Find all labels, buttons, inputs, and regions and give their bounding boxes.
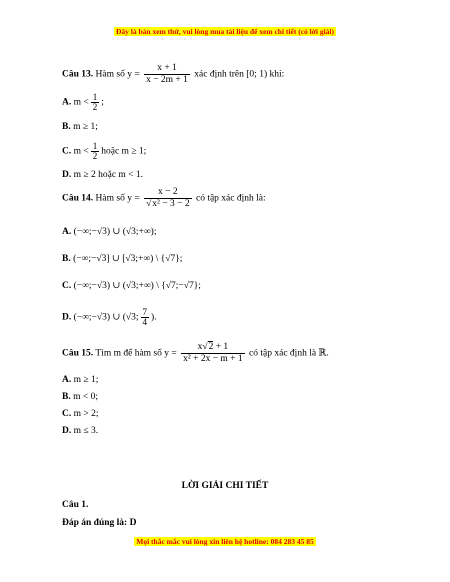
q13-fraction: $\frac{x + 1}{x - 2m + 1}$ bbox=[146, 63, 188, 85]
q13-c-fraction: $\frac{1}{2}$ bbox=[92, 141, 98, 161]
q15-option-b: B. m < 0; bbox=[62, 392, 98, 402]
solution-question-label: Câu 1. bbox=[62, 500, 89, 510]
solution-answer: Đáp án đúng là: D bbox=[62, 518, 137, 528]
q14-option-a: A. (−∞;−√3) ∪ (√3;+∞); bbox=[62, 227, 157, 237]
hotline-banner: Mọi thắc mắc vui lòng xin liên hệ hotline: 084 283 45 85 bbox=[136, 537, 314, 546]
y-equals: y = bbox=[127, 69, 140, 80]
q13-option-c: C. m < $\frac{1}{2}$ hoặc m ≥ 1; bbox=[62, 141, 147, 161]
question-13-stem bbox=[62, 63, 284, 86]
q15-option-a: A. m ≥ 1; bbox=[62, 375, 99, 385]
q15-fraction: $\frac{x√ 2 + 1}{\text{x² + 2x − m + 1}}$ bbox=[181, 342, 245, 365]
q13-a-fraction: $\frac{1}{2}$ bbox=[92, 92, 98, 112]
question-13-text: Hàm số bbox=[95, 69, 125, 80]
q13-option-a: A. m < $\frac{1}{2}$ ; bbox=[62, 92, 104, 112]
q14-d-fraction: $\frac{7}{4}$ bbox=[142, 307, 148, 327]
preview-banner: Đây là bản xem thử, vui lòng mua tài liệu để xem chi tiết (có lời giải) bbox=[115, 27, 335, 36]
q13-option-d: D. m ≥ 2 hoặc m < 1. bbox=[62, 170, 144, 180]
q14-option-d: D. (−∞;−√3) ∪ (√3; $\frac{7}{4}$ ). bbox=[62, 307, 157, 327]
question-13-text-after: xác định trên [0; 1) khi: bbox=[194, 69, 285, 80]
q13-option-b: B. m ≥ 1; bbox=[62, 122, 98, 132]
sqrt-sign bbox=[202, 342, 207, 352]
q14-option-c: C. (−∞;−√3) ∪ (√3;+∞) \ {√7;−√7}; bbox=[62, 281, 201, 291]
question-15-stem: Câu 15. Tìm m để hàm số y = $\frac{x√ 2 + 1}{\text{x² + 2x − m + 1}}$ có tập xác định là ℝ. bbox=[62, 342, 329, 365]
q14-option-b: B. (−∞;−√3] ∪ [√3;+∞) \ {√7}; bbox=[62, 254, 183, 264]
solution-heading: LỜI GIẢI CHI TIẾT bbox=[181, 481, 269, 491]
question-14-stem: Câu 14. Hàm số y = x − 2 √ x² − 3 − 2 có tập xác định là: bbox=[62, 187, 266, 210]
question-14-label: Câu 14. bbox=[62, 193, 94, 204]
question-13-label: Câu 13. bbox=[62, 69, 94, 80]
q15-option-d: D. m ≤ 3. bbox=[62, 426, 99, 436]
q14-fraction: x − 2 √ x² − 3 − 2 bbox=[144, 187, 192, 210]
q15-option-c: C. m > 2; bbox=[62, 409, 99, 419]
question-15-label: Câu 15. bbox=[62, 348, 94, 359]
